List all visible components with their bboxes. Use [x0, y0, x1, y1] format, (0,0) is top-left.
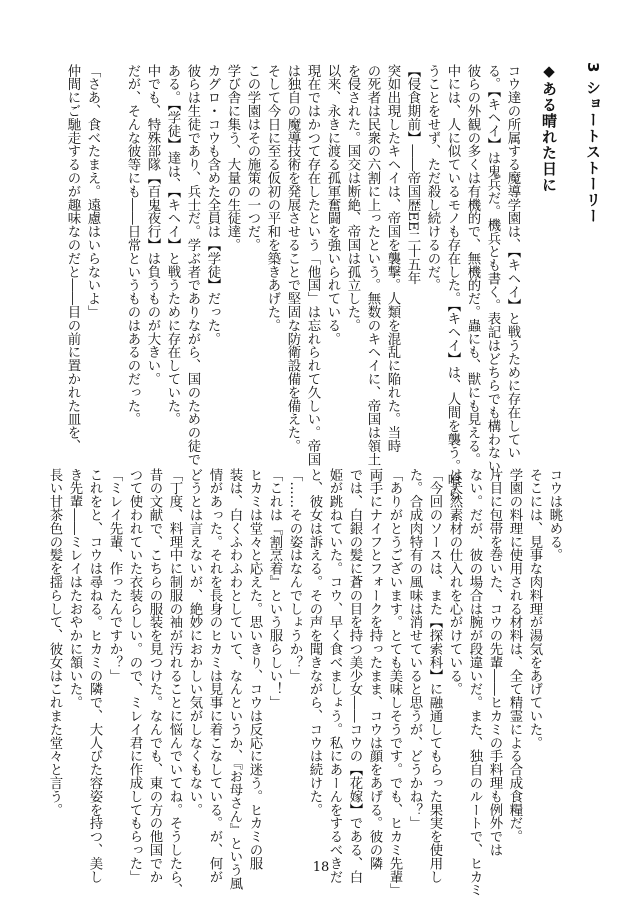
- text-line: は天然素材の仕入れを心がけている。: [447, 468, 462, 696]
- text-line: 仲間にご馳走するのが趣味なのだと――目の前に置かれた皿を、: [65, 64, 80, 453]
- text-line: 情があった。それを長身のヒカミは見事に着こなしている。が、何が: [207, 468, 222, 884]
- text-line: る。【キヘイ】は鬼兵だ。機兵とも書く。表記はどちらでも構わない。: [485, 64, 500, 487]
- text-line: ない。だが、彼の場合は腕が段違いだ。また、独自のルートで、ヒカミ: [467, 468, 482, 897]
- text-line: 両手にナイフとフォークを持ったまま、コウは顔をあげる。彼の隣: [367, 468, 382, 870]
- text-line: そして今日に至る仮初の平和を築きあげた。: [265, 64, 280, 332]
- text-line: の死者は民衆の六割に上ったという。無数のキヘイに、帝国は領土: [365, 64, 380, 466]
- section-title: ◆ある晴れた日に: [540, 62, 558, 193]
- chapter-heading: 3 ショートストーリー: [584, 62, 602, 224]
- text-line: 学び舎に集う、大量の生徒達。: [225, 64, 240, 252]
- text-line: これをと、コウは尋ねる。ヒカミの隣で、大人びた容姿を持つ、美し: [87, 468, 102, 884]
- text-line: 「丁度、料理中に制服の袖が汚れることに悩んでいてね。そうしたら、: [167, 468, 182, 897]
- text-line: つて使われていた衣装らしい。ので、ミレイ君に作成してもらった」: [127, 468, 142, 884]
- text-block-top: [62, 64, 522, 500]
- text-line: 姫が跳ねていた。コウ、早く食べましょう。私にあーんをするべきだ: [327, 468, 342, 884]
- text-line: 中でも、特殊部隊【百鬼夜行】は負うものが大きい。: [145, 64, 160, 386]
- text-line: 「……その姿はなんでしょうか？」: [287, 468, 302, 683]
- text-line: [102, 64, 122, 429]
- text-line: どうとは言えないが、絶妙におかしい気がしなくもない。: [187, 468, 202, 817]
- text-line: 「ありがとうございます。とても美味しそうです。でも、ヒカミ先輩」: [387, 468, 402, 897]
- text-line: カグロ・コウも含めた全員は【学徒】だった。: [205, 64, 220, 346]
- text-line: 片目に包帯を巻いた、コウの先輩――ヒカミの手料理も例外では: [487, 468, 502, 857]
- text-line: 彼らの外観の多くは有機的で、無機的だ。蟲にも、獣にも見える。: [465, 64, 480, 466]
- text-line: コウ達の所属する魔導学園は、【キヘイ】と戦うために存在してい: [505, 64, 520, 460]
- text-line: と、彼女は訴える。その声を聞きながら、コウは続けた。: [307, 468, 322, 817]
- text-line: 長い甘茶色の髪を揺らして、彼女はこれまた堂々と言う。: [47, 468, 62, 817]
- text-line: 突如出現したキヘイは、帝国を襲撃。人類を混乱に陥れた。当時: [385, 64, 400, 453]
- text-line: この学園はその施策の一つだ。: [245, 64, 260, 252]
- text-line: 「今回のソースは、また【探索科】に融通してもらった果実を使用し: [427, 468, 442, 884]
- text-line: では、白銀の髪に蒼の目を持つ美少女――コウの【花嫁】である、白: [347, 468, 362, 884]
- text-line: き先輩――ミレイはたおやかに頷いた。: [67, 468, 82, 710]
- text-line: うことをせず、ただ殺し続けるのだ。: [425, 64, 440, 292]
- text-line: 「これは『割烹着』という服らしい！」: [267, 468, 282, 710]
- text-line: た。合成肉特有の風味は消せていると思うが、どうかね？」: [407, 468, 422, 830]
- text-line: そこには、見事な肉料理が湯気をあげていた。: [527, 468, 542, 750]
- text-line: 現在ではかつて存在したという「他国」は忘れられて久しい。帝国: [305, 64, 320, 466]
- text-line: は独自の魔導技術を発展させることで堅固な防衛設備を備えた。: [285, 64, 300, 453]
- text-line: 「ミレイ先輩、作ったんですか？」: [107, 468, 122, 683]
- text-line: コウは眺める。: [547, 468, 562, 562]
- text-line: ヒカミは堂々と応えた。思いきり、コウは反応に迷う。ヒカミの服: [247, 468, 262, 870]
- text-line: 【侵食期前】――帝国歴EE二十五年: [405, 64, 420, 285]
- text-line: 昔の文献で、こちらの服装を見つけた。なんでも、東の方の他国でか: [147, 468, 162, 884]
- text-line: 学園の料理に使用される材料は、全て精霊による合成食糧だ。: [507, 468, 522, 844]
- text-line: を侵された。国交は断絶、帝国は孤立した。: [345, 64, 360, 332]
- text-line: 以来、永きに渡る孤軍奮闘を強いられている。: [325, 64, 340, 346]
- text-line: 中には、人に似ているモノも存在した。【キヘイ】は、人間を襲う。喰ら: [445, 64, 460, 500]
- text-line: だが、そんな彼等にも――日常というものはあるのだった。: [125, 64, 140, 426]
- text-line: ある。【学徒】達は、【キヘイ】と戦うために存在していた。: [165, 64, 180, 426]
- text-line: 彼らは生徒であり、兵士だ。学ぶ者でありながら、国のための徒で: [185, 64, 200, 466]
- page-number: 18: [312, 860, 330, 875]
- text-line: 「さあ、食べたまえ。遠慮はいらないよ」: [85, 64, 100, 319]
- text-line: 装は、白くふわふわとしていて、なんというか、『お母さん』という風: [227, 468, 242, 891]
